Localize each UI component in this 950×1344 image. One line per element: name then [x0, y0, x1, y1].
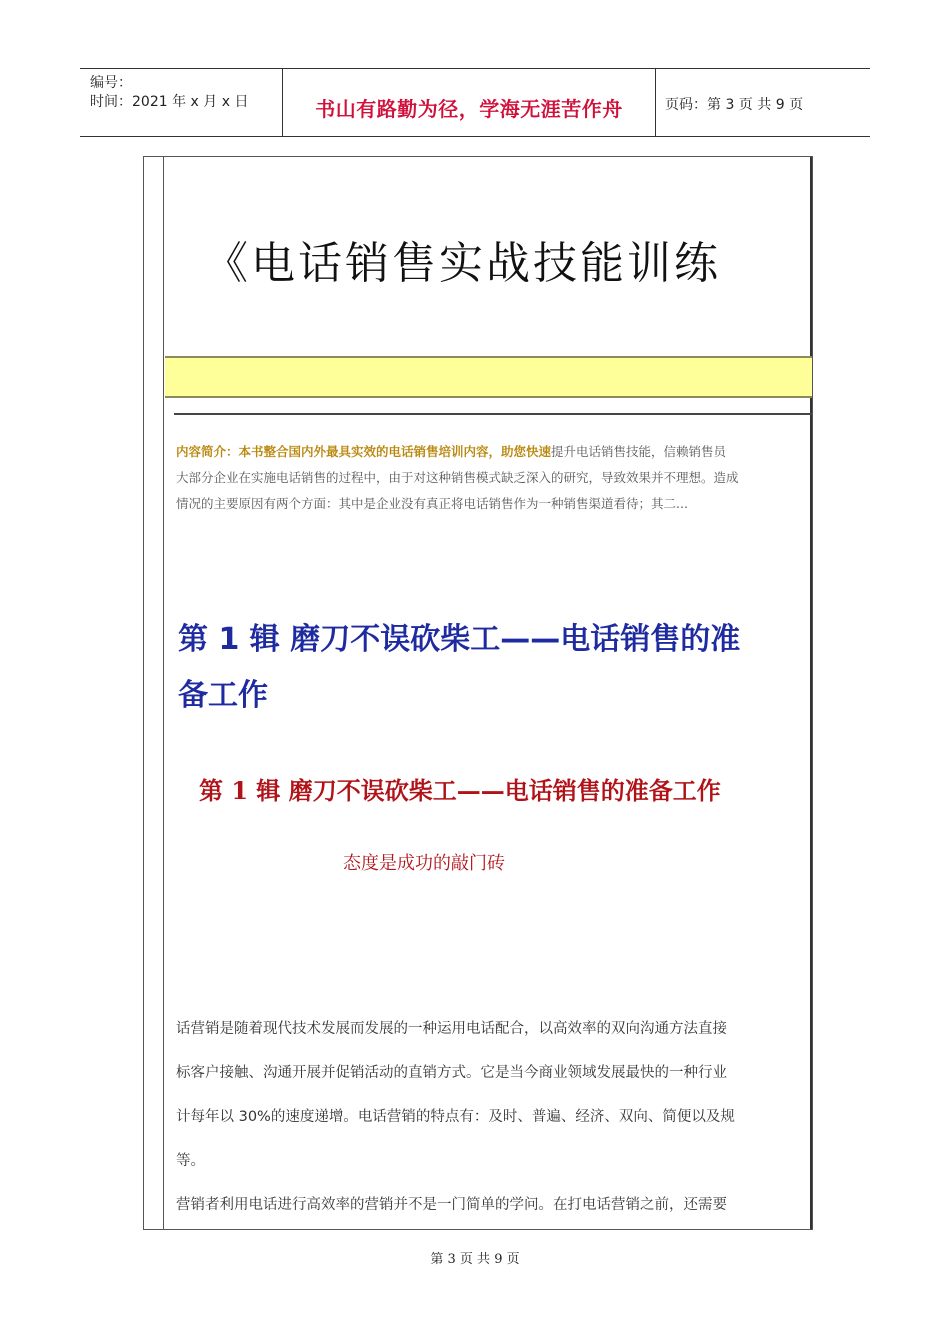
horizontal-rule	[174, 413, 813, 415]
document-frame	[143, 156, 813, 1230]
body-line: 等。	[176, 1153, 205, 1169]
body-line: 计每年以 30%的速度递增。电话营销的特点有：及时、普遍、经济、双向、简便以及规	[176, 1109, 735, 1125]
code-label: 编号：	[90, 75, 132, 91]
motto-text: 书山有路勤为径，学海无涯苦作舟	[315, 97, 623, 121]
body-line: 营销者利用电话进行高效率的营销并不是一门简单的学问。在打电话营销之前，还需要	[176, 1197, 727, 1213]
time-label: 时间：2021 年 x 月 x 日	[90, 94, 249, 110]
body-paragraph	[176, 1007, 813, 1227]
intro-line1-rest: 提升电话销售技能，信赖销售员	[551, 444, 727, 459]
intro-line: 大部分企业在实施电话销售的过程中，由于对这种销售模式缺乏深入的研究，导致效果并不理想。造成	[176, 470, 739, 485]
header-right-cell	[656, 69, 870, 136]
document-title: 《电话销售实战技能训练	[204, 238, 721, 289]
chapter-heading-blue	[178, 612, 813, 724]
page-info: 页码：第 3 页 共 9 页	[665, 97, 804, 113]
header-middle-cell	[283, 69, 656, 136]
header-left-cell	[80, 69, 283, 136]
body-line: 话营销是随着现代技术发展而发展的一种运用电话配合，以高效率的双向沟通方法直接	[176, 1021, 727, 1037]
chapter-heading-line: 第 1 辑 磨刀不误砍柴工——电话销售的准	[178, 622, 741, 657]
section-subtitle: 态度是成功的敲门砖	[343, 853, 505, 874]
intro-line: 情况的主要原因有两个方面：其中是企业没有真正将电话销售作为一种销售渠道看待；其二...	[176, 496, 688, 511]
intro-paragraph	[176, 439, 813, 517]
body-line: 标客户接触、沟通开展并促销活动的直销方式。它是当今商业领域发展最快的一种行业	[176, 1065, 727, 1081]
chapter-heading-red: 第 1 辑 磨刀不误砍柴工——电话销售的准备工作	[199, 776, 721, 805]
frame-divider	[163, 157, 164, 1229]
intro-lead: 内容简介：本书整合国内外最具实效的电话销售培训内容，助您快速	[176, 444, 552, 459]
intro-line	[176, 439, 813, 465]
page-header	[80, 68, 870, 137]
page-footer: 第 3 页 共 9 页	[430, 1252, 520, 1267]
highlight-bar	[165, 356, 813, 398]
chapter-heading-line: 备工作	[178, 678, 268, 713]
